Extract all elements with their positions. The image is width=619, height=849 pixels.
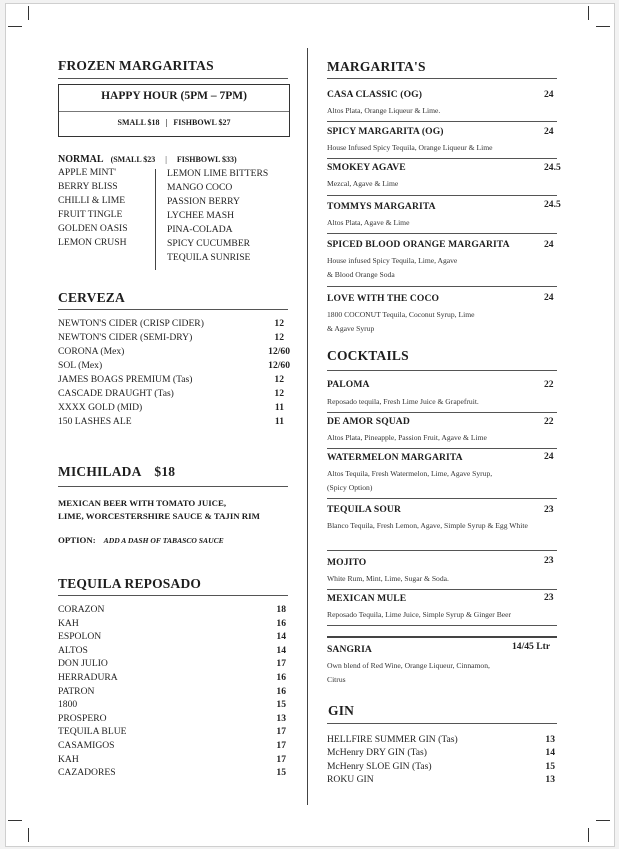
- menu-item-price: 23: [544, 592, 554, 603]
- flavor-item: LEMON LIME BITTERS: [167, 168, 269, 179]
- tequila-reposado-title: TEQUILA REPOSADO: [58, 576, 202, 591]
- gin-item: ROKU GIN 13: [327, 773, 555, 785]
- flavors-divider: [155, 169, 156, 270]
- menu-item-name: TEQUILA SOUR: [327, 504, 401, 515]
- item-rule: [327, 498, 557, 499]
- menu-item-desc: Own blend of Red Wine, Orange Liqueur, Cinnamon,: [327, 661, 490, 670]
- normal-label: NORMAL: [58, 154, 104, 165]
- menu-item-desc: Altos Plata, Orange Liqueur & Lime.: [327, 106, 441, 115]
- flavor-item: CHILLI & LIME: [58, 195, 126, 206]
- menu-item-price: 24: [544, 89, 554, 100]
- reposado-item: ALTOS 14: [58, 644, 286, 656]
- menu-item-name: SPICED BLOOD ORANGE MARGARITA: [327, 239, 510, 250]
- section-rule: [58, 78, 288, 79]
- menu-item-desc: House infused Spicy Tequila, Lime, Agave: [327, 256, 458, 265]
- menu-item-desc: & Blood Orange Soda: [327, 270, 395, 279]
- happy-hour-sep: |: [165, 118, 168, 127]
- section-rule: [327, 78, 557, 79]
- menu-item-name: MOJITO: [327, 557, 367, 568]
- crop-mark: [588, 6, 589, 20]
- frozen-margaritas-title: FROZEN MARGARITAS: [58, 58, 214, 73]
- option-label: OPTION:: [58, 535, 96, 545]
- reposado-item: DON JULIO 17: [58, 658, 286, 670]
- cerveza-item: SOL (Mex) 12/60: [58, 360, 290, 371]
- menu-item-desc: Reposado tequila, Fresh Lime Juice & Grapefruit.: [327, 397, 479, 406]
- menu-item-price: 23: [544, 504, 554, 515]
- menu-item-desc: Mezcal, Agave & Lime: [327, 179, 399, 188]
- column-divider: [307, 48, 308, 805]
- menu-item-desc: House Infused Spicy Tequila, Orange Liqueur & Lime: [327, 143, 493, 152]
- reposado-item: CASAMIGOS 17: [58, 739, 286, 751]
- crop-mark: [28, 6, 29, 20]
- cerveza-item: CASCADE DRAUGHT (Tas) 12: [58, 388, 284, 399]
- item-rule: [327, 195, 557, 196]
- menu-item-name: SPICY MARGARITA (OG): [327, 126, 444, 137]
- item-rule: [327, 589, 557, 590]
- cerveza-item: NEWTON'S CIDER (CRISP CIDER) 12: [58, 318, 284, 329]
- menu-item-desc: & Agave Syrup: [327, 324, 375, 333]
- item-rule: [327, 448, 557, 449]
- menu-item-price: 24.5: [544, 162, 561, 173]
- menu-item-name: PALOMA: [327, 379, 370, 390]
- cerveza-item: 150 LASHES ALE 11: [58, 416, 284, 427]
- reposado-item: HERRADURA 16: [58, 671, 286, 683]
- reposado-item: CORAZON 18: [58, 604, 286, 615]
- menu-item-name: WATERMELON MARGARITA: [327, 452, 463, 463]
- flavor-item: MANGO COCO: [167, 182, 233, 193]
- section-rule: [327, 370, 557, 371]
- cerveza-title: CERVEZA: [58, 290, 125, 305]
- crop-mark: [8, 26, 22, 27]
- menu-item-price: 23: [544, 555, 554, 566]
- flavor-item: TEQUILA SUNRISE: [167, 252, 251, 263]
- item-rule: [327, 233, 557, 234]
- item-rule: [327, 412, 557, 413]
- gin-list: [327, 733, 555, 786]
- reposado-item: KAH 17: [58, 753, 286, 765]
- cerveza-item: XXXX GOLD (MID) 11: [58, 402, 284, 413]
- gin-item: HELLFIRE SUMMER GIN (Tas) 13: [327, 734, 555, 745]
- menu-item-desc: Blanco Tequila, Fresh Lemon, Agave, Simple Syrup & Egg White: [327, 521, 528, 530]
- flavor-item: PASSION BERRY: [167, 196, 240, 207]
- normal-sep: |: [165, 155, 167, 164]
- item-rule: [327, 121, 557, 122]
- menu-item-price: 24: [544, 239, 554, 250]
- happy-hour-title: HAPPY HOUR (5PM – 7PM): [101, 90, 247, 102]
- menu-item-name: CASA CLASSIC (OG): [327, 89, 422, 100]
- menu-item-name: DE AMOR SQUAD: [327, 416, 410, 427]
- reposado-item: 1800 15: [58, 699, 286, 711]
- menu-item-name: SMOKEY AGAVE: [327, 162, 406, 173]
- reposado-item: PATRON 16: [58, 685, 286, 697]
- menu-item-desc: Reposado Tequila, Lime Juice, Simple Syrup & Ginger Beer: [327, 610, 512, 619]
- flavor-item: PINA-COLADA: [167, 224, 233, 235]
- menu-item-desc: Altos Tequila, Fresh Watermelon, Lime, Agave Syrup,: [327, 469, 493, 478]
- happy-hour-small: SMALL $18: [117, 118, 160, 127]
- cerveza-item: CORONA (Mex) 12/60: [58, 346, 290, 357]
- crop-mark: [596, 26, 610, 27]
- menu-item-price: 22: [544, 416, 554, 427]
- crop-mark: [28, 828, 29, 842]
- reposado-item: ESPOLON 14: [58, 631, 286, 643]
- flavor-item: APPLE MINT': [58, 167, 116, 178]
- flavors-left-list: [58, 166, 128, 250]
- normal-fishbowl: FISHBOWL $33): [176, 155, 237, 164]
- flavor-item: SPICY CUCUMBER: [167, 238, 251, 249]
- reposado-item: KAH 16: [58, 617, 286, 629]
- gin-item: McHenry DRY GIN (Tas) 14: [327, 747, 555, 759]
- item-rule: [327, 636, 557, 638]
- happy-hour-prices: [59, 118, 289, 127]
- reposado-list: [58, 603, 286, 780]
- menu-item-desc: Altos Plata, Pineapple, Passion Fruit, Agave & Lime: [327, 433, 487, 442]
- menu-item-price: 24.5: [544, 199, 561, 210]
- menu-item-price: 24: [544, 451, 554, 462]
- margaritas-title: MARGARITA'S: [327, 59, 426, 74]
- michilada-price: $18: [154, 464, 176, 479]
- crop-mark: [588, 828, 589, 842]
- normal-prices: [58, 149, 237, 167]
- item-rule: [327, 625, 557, 626]
- item-rule: [327, 550, 557, 551]
- crop-mark: [8, 820, 22, 821]
- menu-item-desc: (Spicy Option): [327, 483, 373, 492]
- menu-item-price: 14/45 Ltr: [512, 641, 551, 652]
- menu-item-desc: 1800 COCONUT Tequila, Coconut Syrup, Lime: [327, 310, 475, 319]
- reposado-item: CAZADORES 15: [58, 767, 286, 779]
- michilada-title: [58, 464, 175, 480]
- menu-item-price: 22: [544, 379, 554, 390]
- menu-item-desc: Altos Plata, Agave & Lime: [327, 218, 410, 227]
- section-rule: [327, 723, 557, 724]
- section-rule: [58, 309, 288, 310]
- menu-item-name: SANGRIA: [327, 644, 372, 655]
- menu-item-name: MEXICAN MULE: [327, 593, 407, 604]
- reposado-item: TEQUILA BLUE 17: [58, 726, 286, 738]
- menu-item-name: TOMMYS MARGARITA: [327, 201, 436, 212]
- flavors-right-list: [167, 167, 268, 265]
- flavor-item: BERRY BLISS: [58, 181, 118, 192]
- menu-item-price: 24: [544, 126, 554, 137]
- option-text: ADD A DASH OF TABASCO SAUCE: [103, 536, 224, 545]
- flavor-item: GOLDEN OASIS: [58, 223, 128, 234]
- happy-hour-rule: [59, 111, 289, 112]
- happy-hour-fishbowl: FISHBOWL $27: [173, 118, 231, 127]
- menu-item-name: LOVE WITH THE COCO: [327, 293, 440, 304]
- reposado-item: PROSPERO 13: [58, 712, 286, 724]
- menu-item-desc: White Rum, Mint, Lime, Sugar & Soda.: [327, 574, 449, 583]
- cerveza-item: NEWTON'S CIDER (SEMI-DRY) 12: [58, 332, 284, 343]
- cerveza-item: JAMES BOAGS PREMIUM (Tas) 12: [58, 374, 284, 385]
- crop-mark: [596, 820, 610, 821]
- flavor-item: FRUIT TINGLE: [58, 209, 123, 220]
- item-rule: [327, 158, 557, 159]
- cerveza-list: [58, 317, 290, 429]
- normal-small: (SMALL $23: [110, 155, 156, 164]
- michilada-desc: MEXICAN BEER WITH TOMATO JUICE, LIME, WORCESTERSHIRE SAUCE & TAJIN RIM: [58, 498, 260, 521]
- michilada-option: [58, 530, 224, 548]
- cocktails-title: COCKTAILS: [327, 348, 409, 363]
- menu-item-desc: Citrus: [327, 675, 346, 684]
- flavor-item: LYCHEE MASH: [167, 210, 234, 221]
- menu-item-price: 24: [544, 292, 554, 303]
- gin-item: McHenry SLOE GIN (Tas) 15: [327, 760, 555, 772]
- happy-hour-box: [58, 84, 290, 137]
- flavor-item: LEMON CRUSH: [58, 237, 127, 248]
- michilada-name: MICHILADA: [58, 464, 141, 479]
- section-rule: [58, 486, 288, 487]
- item-rule: [327, 286, 557, 287]
- gin-title: GIN: [328, 703, 355, 718]
- section-rule: [58, 595, 288, 596]
